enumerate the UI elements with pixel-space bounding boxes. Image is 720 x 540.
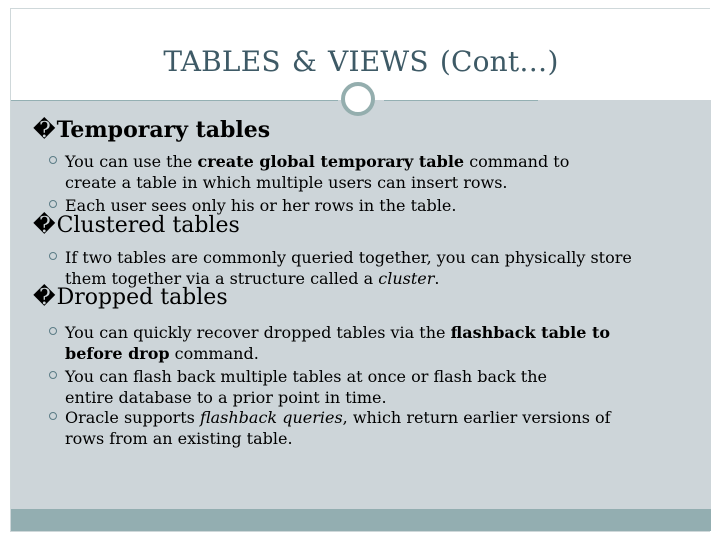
slide-frame — [10, 8, 710, 532]
bold-term: flashback table to — [450, 323, 611, 342]
title-rule-right — [384, 100, 538, 101]
heading-bullet-icon: � — [33, 213, 56, 238]
bullet-item — [65, 247, 697, 289]
text-run: . — [434, 269, 440, 288]
text-run: , which return earlier versions of — [342, 408, 611, 427]
text-run: Each user sees only his or her rows in the table. — [65, 196, 457, 215]
bullet-line — [65, 343, 697, 364]
section-heading — [33, 213, 240, 239]
bold-term: create global temporary table — [197, 152, 465, 171]
title-rule-left — [11, 100, 338, 101]
heading-bullet-icon: � — [33, 285, 56, 310]
italic-term: cluster — [378, 269, 435, 288]
text-run: If two tables are commonly queried together, you can physically store — [65, 248, 632, 267]
bullet-line — [65, 407, 697, 428]
text-run: You can flash back multiple tables at once or flash back the — [65, 367, 547, 386]
circle-bullet-icon — [49, 156, 57, 164]
content-area — [11, 100, 711, 509]
bullet-line — [65, 387, 697, 408]
section-heading-text: Dropped tables — [56, 285, 228, 310]
text-run: command to — [464, 152, 570, 171]
bold-term: before drop — [65, 344, 170, 363]
bullet-line — [65, 366, 697, 387]
text-run: You can quickly recover dropped tables via the — [65, 323, 451, 342]
text-run: rows from an existing table. — [65, 429, 293, 448]
circle-bullet-icon — [49, 327, 57, 335]
text-run: create a table in which multiple users can insert rows. — [65, 173, 508, 192]
heading-bullet-icon: � — [33, 118, 56, 143]
section-heading — [33, 285, 228, 311]
text-run: command. — [169, 344, 259, 363]
section-heading-text: Clustered tables — [56, 213, 240, 238]
bullet-line — [65, 151, 697, 172]
bullet-line — [65, 322, 697, 343]
slide-title: TABLES & VIEWS (Cont…) — [163, 45, 559, 78]
italic-term: flashback queries — [199, 408, 343, 427]
ring-ornament — [341, 82, 375, 116]
text-run: You can use the — [65, 152, 198, 171]
text-run: entire database to a prior point in time. — [65, 388, 387, 407]
bullet-item — [65, 366, 697, 408]
bullet-item — [65, 407, 697, 449]
circle-bullet-icon — [49, 200, 57, 208]
bullet-item — [65, 322, 697, 364]
text-run: Oracle supports — [65, 408, 200, 427]
circle-bullet-icon — [49, 412, 57, 420]
footer-bar — [11, 509, 711, 531]
section-heading — [33, 117, 270, 144]
bullet-item — [65, 151, 697, 193]
bullet-line — [65, 247, 697, 268]
bullet-line — [65, 428, 697, 449]
circle-bullet-icon — [49, 252, 57, 260]
text-run: them together via a structure called a — [65, 269, 379, 288]
circle-bullet-icon — [49, 371, 57, 379]
section-heading-text: Temporary tables — [56, 117, 271, 143]
bullet-line — [65, 172, 697, 193]
